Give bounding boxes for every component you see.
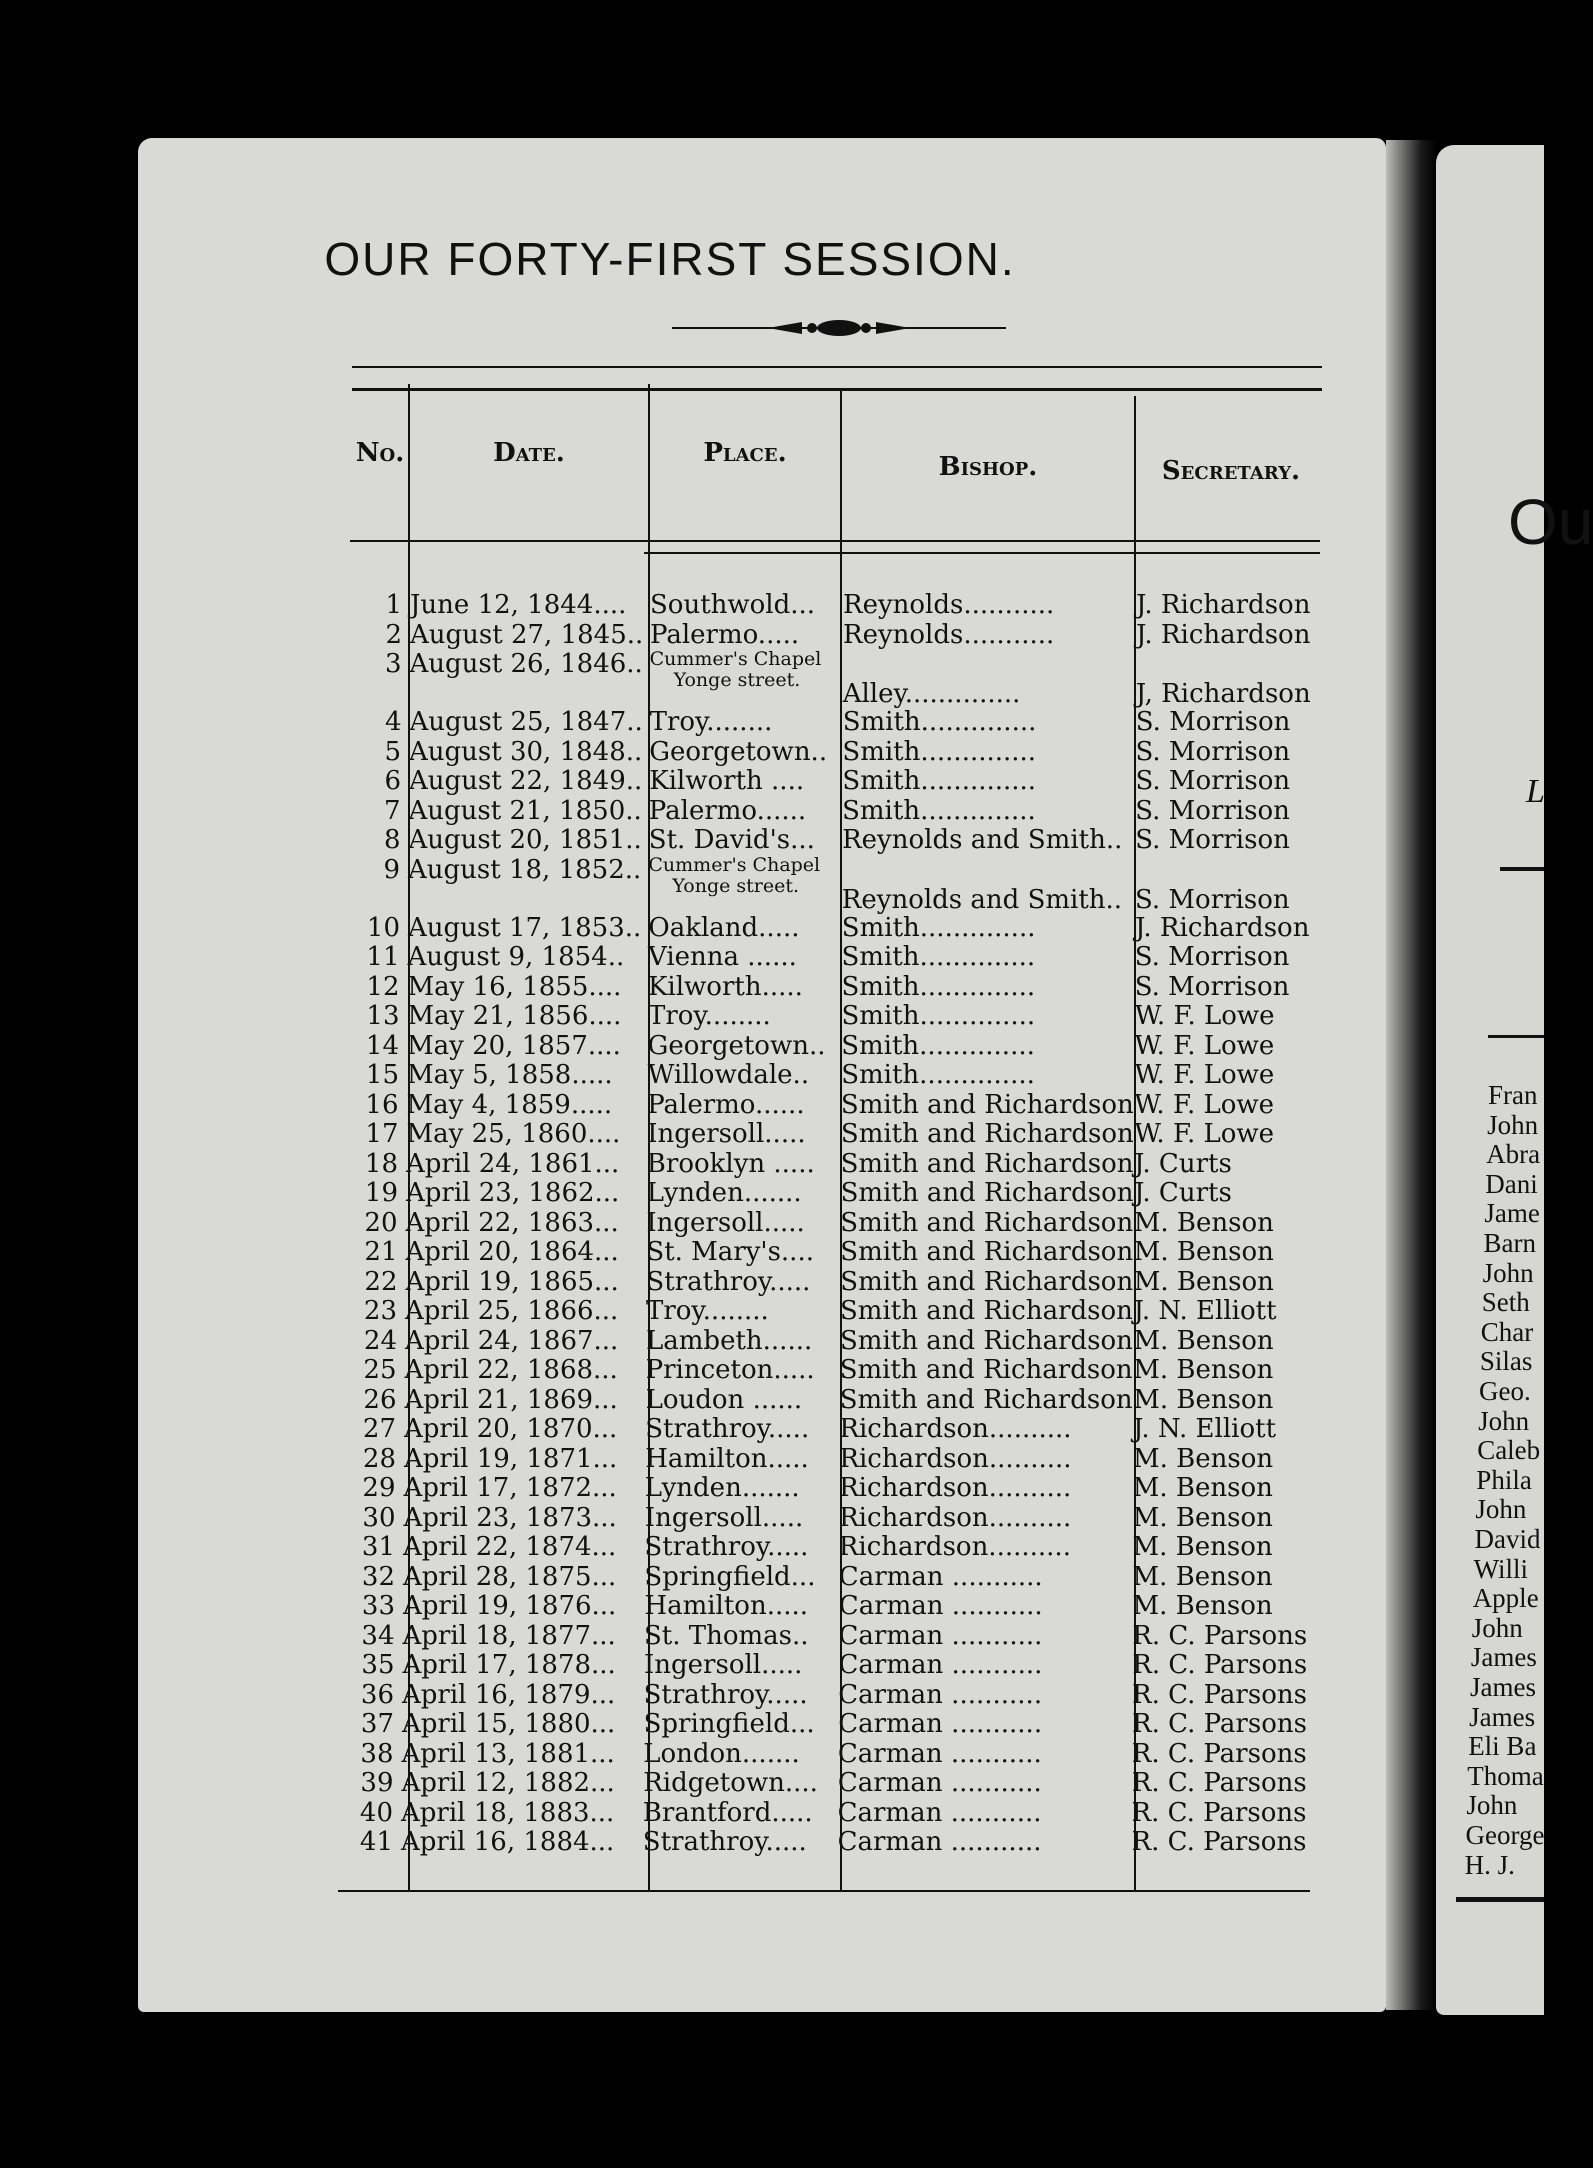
next-page-name: Silas [1479,1346,1533,1377]
next-page-name: James [1470,1672,1536,1702]
table-row [0,1119,1400,1148]
table-row [0,1296,1400,1325]
session-secretary: M. Benson [1133,1355,1274,1385]
session-place: Strathroy..... [643,1679,808,1710]
session-number: 6 [384,766,401,796]
session-number: 16 [365,1089,399,1120]
table-row [0,590,1400,619]
session-bishop: Smith.............. [842,736,1037,767]
next-page-name: Jame [1484,1198,1540,1229]
session-secretary: S. Morrison [1135,707,1291,737]
session-number: 31 [361,1532,395,1562]
table-row [0,766,1400,795]
table-row [0,648,1400,709]
table-row [0,1650,1400,1679]
session-date: April 24, 1867... [405,1325,619,1356]
session-bishop: Smith and Richardson [840,1296,1133,1326]
session-place: Ingersoll..... [646,1207,805,1238]
session-bishop: Carman ........... [837,1797,1042,1828]
session-date: April 18, 1877... [402,1620,616,1651]
session-number: 4 [384,707,402,737]
session-bishop: Smith and Richardson [840,1119,1134,1149]
session-number: 14 [365,1030,399,1061]
next-page-name: Fran [1488,1080,1538,1110]
header-no: No. [355,438,405,468]
next-page-name: Dani [1485,1168,1538,1199]
session-secretary: J. Richardson [1136,590,1311,620]
session-place: St. David's... [648,825,815,855]
table-row [0,1355,1400,1384]
session-secretary: S. Morrison [1134,971,1290,1002]
session-bishop: Smith and Richardson [840,1178,1134,1208]
session-date: May 4, 1859..... [406,1089,613,1120]
session-bishop: Smith and Richardson [840,1207,1134,1238]
session-secretary: R. C. Parsons [1132,1620,1308,1651]
session-secretary: M. Benson [1133,1237,1274,1267]
session-place: Southwold... [650,590,816,620]
next-page-name: John [1487,1109,1539,1140]
session-place: Kilworth..... [648,971,803,1002]
session-number: 9 [383,854,400,885]
session-date: April 23, 1862... [406,1178,620,1208]
session-secretary: M. Benson [1132,1561,1273,1592]
session-place: Troy........ [648,1001,771,1031]
session-number: 38 [360,1738,394,1769]
session-bishop: Smith and Richardson [840,1237,1134,1267]
table-row [0,1591,1400,1620]
session-secretary: S. Morrison [1135,736,1291,767]
session-date: May 20, 1857.... [407,1030,621,1061]
session-date: April 23, 1873... [403,1502,617,1533]
session-number: 17 [365,1119,399,1149]
session-place: Troy........ [649,707,773,737]
session-number: 13 [366,1001,400,1031]
session-bishop: Smith and Richardson [840,1325,1133,1356]
session-place: Strathroy..... [646,1266,811,1297]
session-date: April 12, 1882... [401,1768,615,1798]
next-page-name: Char [1480,1316,1534,1347]
session-date: June 12, 1844.... [410,590,627,620]
session-bishop: Smith and Richardson [840,1089,1134,1120]
session-date: April 17, 1872... [403,1473,617,1503]
session-number: 5 [384,736,401,767]
table-row [0,1326,1400,1355]
session-place: Strathroy..... [642,1827,807,1857]
next-page-name: John [1466,1790,1518,1821]
session-bishop: Reynolds........... [843,619,1055,650]
session-number: 12 [366,971,400,1002]
session-place: Palermo...... [647,1089,805,1120]
session-secretary: M. Benson [1133,1384,1274,1415]
table-row [0,1090,1400,1119]
session-secretary: R. C. Parsons [1131,1827,1307,1857]
session-number: 23 [363,1296,397,1326]
session-secretary: M. Benson [1133,1325,1274,1356]
session-secretary: M. Benson [1133,1443,1274,1474]
session-date: April 22, 1863... [405,1207,619,1238]
session-date: August 21, 1850.. [408,795,642,826]
table-row [0,707,1400,736]
next-page-name: Abra [1486,1139,1541,1170]
session-number: 8 [383,825,401,855]
session-secretary: W. F. Lowe [1134,1060,1275,1090]
session-date: April 22, 1868... [404,1355,618,1385]
session-date: August 9, 1854.. [407,942,625,972]
session-number: 32 [361,1561,395,1592]
session-date: April 25, 1866... [405,1296,619,1326]
session-bishop: Smith.............. [842,795,1036,826]
session-place: Springfield... [643,1709,815,1739]
session-place: London....... [643,1738,800,1769]
session-bishop: Carman ........... [838,1591,1043,1621]
session-bishop: Richardson.......... [838,1532,1071,1562]
session-secretary: J. Curts [1134,1148,1232,1179]
session-bishop: Carman ........... [838,1620,1043,1651]
session-number: 27 [362,1414,396,1444]
session-number: 28 [362,1443,396,1474]
session-date: May 25, 1860.... [406,1119,621,1149]
table-row [0,1473,1400,1502]
table-row [0,1149,1400,1178]
session-date: April 16, 1884... [401,1827,615,1857]
table-row [0,853,1400,915]
session-bishop: Smith.............. [842,707,1037,737]
session-place: Ingersoll..... [644,1650,803,1680]
table-row [0,1237,1400,1266]
session-secretary: W. F. Lowe [1134,1001,1275,1031]
session-place: Hamilton..... [645,1443,809,1474]
session-bishop: Smith.............. [841,912,1036,943]
next-page-name: James [1469,1701,1536,1732]
session-date: April 17, 1878... [402,1650,616,1680]
session-place: Oakland..... [648,912,800,943]
top-rule [352,388,1322,391]
session-bishop: Smith and Richardson [840,1266,1134,1297]
session-place: Lynden....... [646,1178,802,1208]
session-number: 26 [363,1384,397,1415]
session-date: April 15, 1880... [402,1709,616,1739]
table-row [0,1001,1400,1030]
session-bishop: Carman ........... [838,1709,1043,1739]
session-place: St. Mary's.... [646,1237,814,1267]
session-date: August 30, 1848.. [409,736,643,767]
session-secretary: M. Benson [1132,1473,1273,1503]
session-place: Lynden....... [644,1473,800,1503]
session-date: May 5, 1858..... [407,1060,613,1090]
session-place: Strathroy..... [645,1414,810,1444]
next-page-name: Barn [1483,1228,1536,1258]
next-page [1436,145,1593,2015]
session-date: April 24, 1861... [406,1148,620,1179]
session-secretary: J. Curts [1134,1178,1232,1208]
session-place: Palermo...... [648,795,807,826]
session-date: August 17, 1853.. [408,912,642,943]
session-secretary: M. Benson [1132,1591,1273,1621]
session-secretary: W. F. Lowe [1134,1119,1275,1149]
session-date: April 28, 1875... [403,1561,617,1592]
session-secretary: J. Richardson [1136,619,1311,650]
session-bishop: Carman ........... [837,1738,1042,1769]
session-bishop: Smith.............. [841,1060,1035,1090]
session-secretary: S. Morrison [1135,766,1291,796]
next-page-rule [1500,867,1544,871]
place-line: Cummer's Chapel [649,648,822,670]
table-row [0,1178,1400,1207]
table-row [0,1798,1400,1827]
table-row [0,1827,1400,1856]
session-date: August 22, 1849.. [409,766,643,796]
session-bishop: Carman ........... [838,1679,1043,1710]
next-page-name: John [1482,1257,1534,1288]
session-number: 18 [364,1148,398,1179]
top-rule [352,366,1322,368]
session-number: 25 [363,1355,397,1385]
session-secretary: M. Benson [1132,1502,1273,1533]
table-row [0,1267,1400,1296]
session-number: 2 [385,619,402,650]
session-place: Palermo..... [650,619,800,650]
session-secretary: J. N. Elliott [1133,1296,1277,1326]
table-row [0,825,1400,854]
session-secretary: S. Morrison [1134,942,1290,972]
session-place [648,855,834,899]
session-secretary: R. C. Parsons [1132,1709,1307,1739]
session-date: August 27, 1845.. [410,619,644,650]
place-line: Cummer's Chapel [648,853,821,876]
session-bishop: Smith and Richardson [839,1384,1133,1415]
table-row [0,942,1400,971]
session-place: Georgetown.. [649,736,828,767]
session-bishop: Richardson.......... [839,1443,1072,1474]
session-place: Kilworth .... [649,766,805,796]
session-number: 24 [363,1325,397,1356]
ornament-divider [672,318,1006,338]
table-row [0,1739,1400,1768]
session-place: Vienna ...... [648,942,797,972]
next-page-name: H. J. [1464,1849,1515,1880]
table-row [0,1385,1400,1414]
session-place: Ingersoll..... [644,1502,804,1533]
session-place: Springfield... [644,1561,816,1592]
session-date: August 20, 1851.. [408,825,642,855]
table-row [0,737,1400,766]
session-bishop: Smith and Richardson [840,1148,1134,1179]
session-bishop: Carman ........... [837,1827,1042,1857]
place-line-2: Yonge street. [673,669,801,691]
session-date: May 16, 1855.... [407,971,622,1002]
session-bishop: Richardson.......... [839,1502,1072,1533]
table-row [0,1503,1400,1532]
next-page-name: Eli Ba [1468,1731,1537,1762]
session-bishop: Carman ........... [837,1768,1042,1798]
session-date: April 16, 1879... [402,1679,616,1710]
session-number: 7 [383,795,401,826]
session-date: April 22, 1874... [403,1532,617,1562]
table-row [0,1414,1400,1443]
session-date: April 20, 1870... [404,1414,618,1444]
session-place: Princeton..... [645,1355,815,1385]
session-bishop: Alley.............. [842,679,1021,709]
session-bishop: Richardson.......... [839,1473,1072,1503]
next-page-name: John [1471,1612,1523,1643]
next-page-name: Geo. [1479,1376,1531,1406]
session-number: 1 [385,590,402,620]
header-place: Place. [703,438,787,468]
session-number: 10 [366,912,400,943]
session-date: August 18, 1852.. [408,854,642,885]
table-row [0,1621,1400,1650]
table-row [0,913,1400,942]
next-page-name: Apple [1472,1583,1539,1614]
bottom-rule [338,1890,1310,1892]
table-row [0,1680,1400,1709]
session-number: 29 [362,1473,396,1503]
next-page-name: George [1465,1820,1545,1850]
next-page-name: Phila [1476,1464,1532,1495]
session-number: 22 [364,1266,398,1297]
session-bishop: Smith.............. [841,1001,1036,1031]
next-page-name: Thoma [1467,1760,1544,1791]
session-place: St. Thomas.. [644,1620,809,1651]
session-secretary: W. F. Lowe [1134,1089,1275,1120]
header-rule [644,552,1320,554]
session-secretary: M. Benson [1132,1532,1273,1562]
table-row [0,972,1400,1001]
next-page-name: Caleb [1477,1435,1541,1466]
session-bishop: Reynolds and Smith.. [841,884,1123,915]
session-date: April 21, 1869... [404,1384,618,1415]
session-number: 20 [364,1207,398,1238]
session-place: Loudon ...... [645,1384,803,1415]
next-page-name: James [1470,1642,1537,1673]
place-line-2: Yonge street. [672,874,800,897]
header-bishop: Bishop. [938,452,1038,482]
session-secretary: M. Benson [1133,1207,1274,1238]
session-date: April 18, 1883... [401,1797,615,1828]
table-row [0,1562,1400,1591]
table-row [0,620,1400,649]
next-page-name: John [1475,1494,1527,1525]
next-page-name: David [1474,1524,1541,1554]
session-bishop: Smith.............. [842,766,1037,796]
session-place: Georgetown.. [647,1030,826,1061]
session-place: Ridgetown.... [643,1768,818,1798]
session-date: April 19, 1871... [404,1443,618,1474]
session-bishop: Smith.............. [841,942,1036,972]
session-secretary: S. Morrison [1135,795,1290,826]
session-date: August 25, 1847.. [409,707,643,737]
table-row [0,1060,1400,1089]
session-number: 39 [360,1768,394,1798]
session-number: 33 [361,1591,395,1621]
session-number: 21 [364,1237,398,1267]
session-secretary: W. F. Lowe [1134,1030,1275,1061]
session-date: August 26, 1846.. [409,649,643,679]
session-date: April 19, 1865... [405,1266,619,1297]
session-place: Troy........ [646,1296,769,1326]
session-place: Brooklyn ..... [646,1148,815,1179]
session-bishop: Carman ........... [838,1650,1043,1680]
session-number: 37 [360,1709,394,1739]
session-secretary: R. C. Parsons [1131,1797,1307,1828]
table-row [0,1532,1400,1561]
session-number: 30 [362,1502,396,1533]
session-number: 11 [366,942,400,972]
session-date: April 19, 1876... [403,1591,617,1621]
session-bishop: Smith.............. [841,1030,1035,1061]
next-page-name: Willi [1473,1553,1529,1584]
session-date: April 20, 1864... [405,1237,619,1267]
session-secretary: J. N. Elliott [1133,1414,1277,1444]
session-number: 19 [364,1178,398,1208]
next-page-name: Seth [1481,1287,1530,1318]
session-number: 15 [365,1060,399,1090]
session-secretary: R. C. Parsons [1132,1679,1307,1710]
session-number: 35 [361,1650,395,1680]
next-page-heading: Ou [1508,486,1593,558]
session-number: 41 [359,1827,393,1857]
page-title: OUR FORTY-FIRST SESSION. [324,233,1016,285]
session-secretary: J. Richardson [1135,912,1310,943]
session-number: 40 [359,1797,393,1828]
session-secretary: R. C. Parsons [1132,1650,1308,1680]
session-number: 3 [384,649,402,679]
session-secretary: M. Benson [1133,1266,1274,1297]
session-place: Hamilton..... [644,1591,809,1621]
session-secretary: S. Morrison [1135,884,1290,915]
session-place: Strathroy..... [644,1532,809,1562]
session-secretary: R. C. Parsons [1131,1738,1307,1769]
table-row [0,796,1400,825]
session-place: Ingersoll..... [647,1119,806,1149]
table-row [0,1031,1400,1060]
header-date: Date. [493,438,565,468]
next-page-name: John [1478,1405,1530,1436]
session-bishop: Richardson.......... [839,1414,1072,1444]
session-number: 34 [361,1620,395,1651]
table-row [0,1208,1400,1237]
session-place: Willowdale.. [647,1060,810,1090]
session-bishop: Reynolds and Smith.. [842,825,1123,855]
session-number: 36 [360,1679,394,1710]
header-rule [350,540,1320,542]
next-page-rule [1456,1897,1544,1902]
session-bishop: Carman ........... [838,1561,1043,1592]
session-date: May 21, 1856.... [407,1001,622,1031]
session-bishop: Smith and Richardson [839,1355,1133,1385]
session-secretary: S. Morrison [1135,825,1290,855]
session-bishop: Reynolds........... [843,590,1055,620]
table-row [0,1709,1400,1738]
session-secretary: R. C. Parsons [1131,1768,1307,1798]
next-page-rule [1488,1035,1544,1038]
session-place [650,649,836,693]
next-page-letter: L [1526,773,1545,810]
table-row [0,1444,1400,1473]
session-bishop: Smith.............. [841,971,1036,1002]
session-place: Brantford..... [642,1797,813,1828]
table-row [0,1768,1400,1797]
session-secretary: J, Richardson [1135,679,1311,709]
session-place: Lambeth...... [646,1325,813,1356]
session-date: April 13, 1881... [401,1738,615,1769]
header-secretary: Secretary. [1161,456,1301,486]
